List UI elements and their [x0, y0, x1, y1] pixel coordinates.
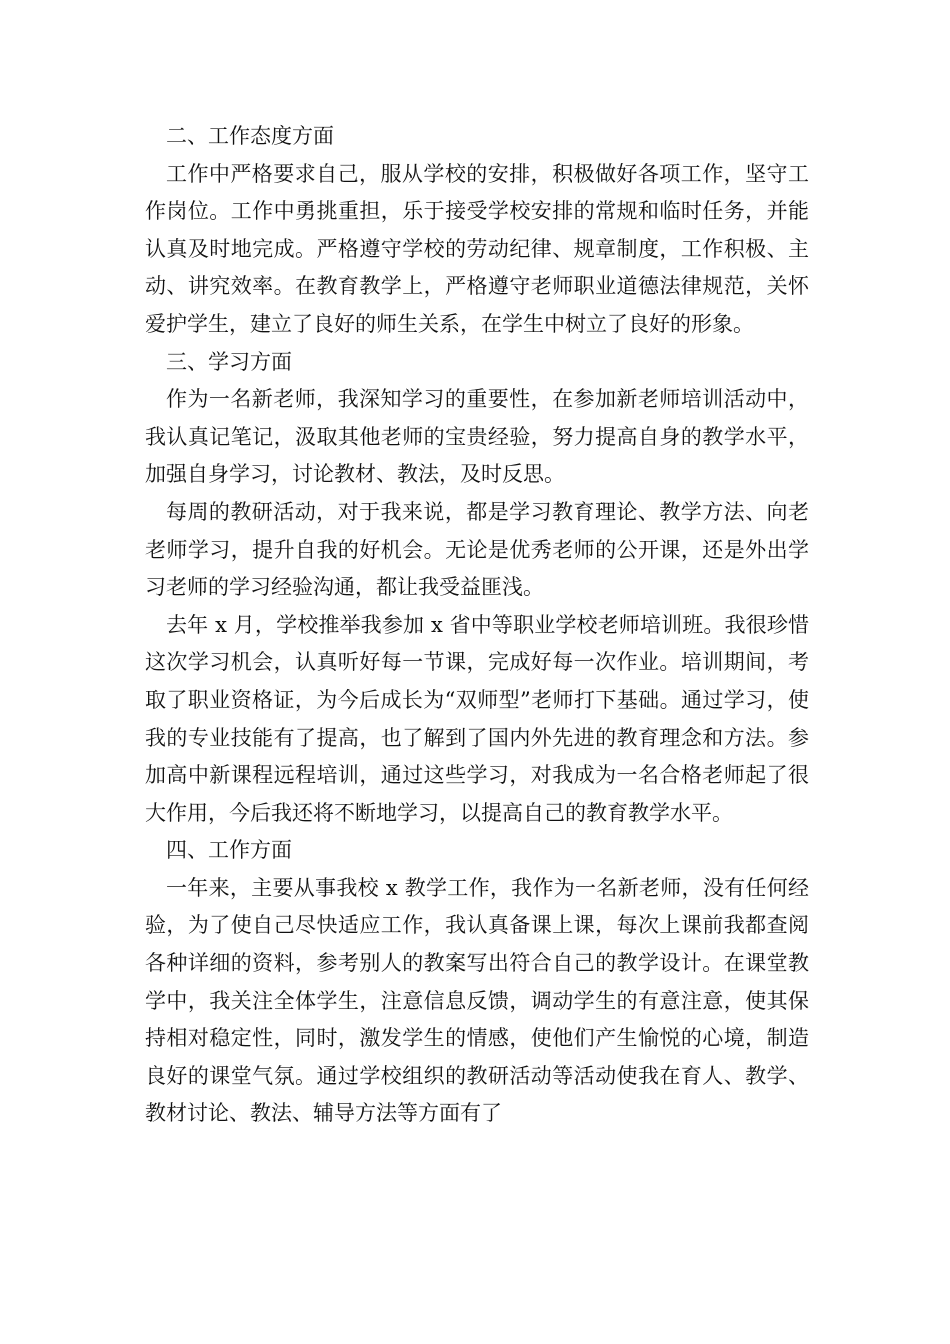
section-heading-work: 四、工作方面	[166, 838, 292, 863]
section-heading-study: 三、学习方面	[166, 349, 292, 374]
document-body	[145, 118, 809, 1133]
paragraph-work-1: 一年来，主要从事我校 x 教学工作，我作为一名新老师，没有任何经验，为了使自己尽快适应工作，我认真备课上课，每次上课前我都查阅各种详细的资料，参考别人的教案写出符合自己的教学设计。在课堂教学中，我关注全体学生，注意信息反馈，调动学生的有意注意，使其保持相对稳定性，同时，激发学生的情感，使他们产生愉悦的心境，制造良好的课堂气氛。通过学校组织的教研活动等活动使我在育人、教学、教材讨论、教法、辅导方法等方面有了	[145, 875, 809, 1126]
paragraph-work-attitude: 工作中严格要求自己，服从学校的安排，积极做好各项工作，坚守工作岗位。工作中勇挑重担，乐于接受学校安排的常规和临时任务，并能认真及时地完成。严格遵守学校的劳动纪律、规章制度，工作积极、主动、讲究效率。在教育教学上，严格遵守老师职业道德法律规范，关怀爱护学生，建立了良好的师生关系，在学生中树立了良好的形象。	[145, 161, 809, 336]
paragraph-study-3: 去年 x 月，学校推举我参加 x 省中等职业学校老师培训班。我很珍惜这次学习机会，认真听好每一节课，完成好每一次作业。培训期间，考取了职业资格证，为今后成长为“双师型”老师打下基础。通过学习，使我的专业技能有了提高，也了解到了国内外先进的教育理念和方法。参加高中新课程远程培训，通过这些学习，对我成为一名合格老师起了很大作用，今后我还将不断地学习，以提高自己的教育教学水平。	[145, 612, 809, 825]
paragraph-study-2: 每周的教研活动，对于我来说，都是学习教育理论、教学方法、向老老师学习，提升自我的好机会。无论是优秀老师的公开课，还是外出学习老师的学习经验沟通，都让我受益匪浅。	[145, 499, 809, 600]
section-heading-work-attitude: 二、工作态度方面	[166, 124, 334, 148]
paragraph-study-1: 作为一名新老师，我深知学习的重要性，在参加新老师培训活动中，我认真记笔记，汲取其他老师的宝贵经验，努力提高自身的教学水平，加强自身学习，讨论教材、教法，及时反思。	[145, 387, 809, 487]
